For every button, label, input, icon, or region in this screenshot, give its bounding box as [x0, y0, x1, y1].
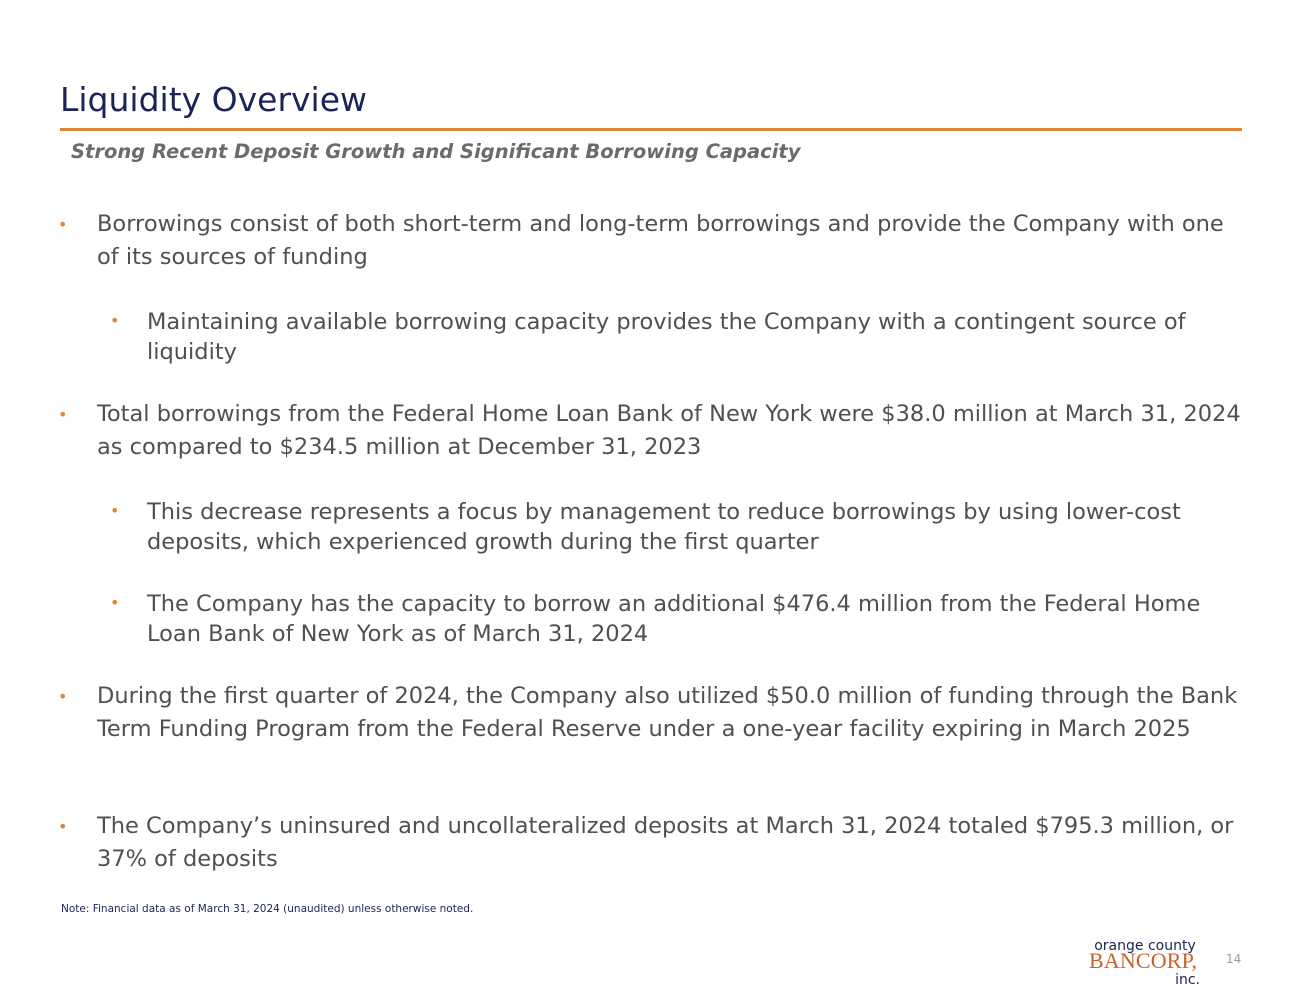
bullet-icon: • — [110, 593, 120, 612]
bullet-item — [58, 680, 1247, 746]
bullet-icon: • — [58, 687, 68, 706]
bullet-text: The Company has the capacity to borrow an additional $476.4 million from the Federal Home Loan Bank of New York as of March 31, 2024 — [147, 591, 1201, 647]
bullet-icon: • — [58, 405, 68, 424]
bullet-icon: • — [110, 311, 120, 330]
bullet-text: Maintaining available borrowing capacity provides the Company with a contingent source of liquidity — [147, 309, 1186, 365]
bullet-text: Total borrowings from the Federal Home Loan Bank of New York were $38.0 million at March 31, 2024 as compared to $234.5 million at December 31, 2023 — [97, 401, 1241, 460]
logo-line3: inc. — [1175, 972, 1200, 986]
bullet-icon: • — [110, 501, 120, 520]
bullet-item — [58, 398, 1247, 464]
bullet-item — [58, 810, 1247, 876]
bullet-text: This decrease represents a focus by management to reduce borrowings by using lower-cost deposits, which experienced growth during the first quarter — [147, 499, 1181, 555]
bullet-text: Borrowings consist of both short-term and long-term borrowings and provide the Company with one of its sources of funding — [97, 211, 1224, 270]
bullet-icon: • — [58, 817, 68, 836]
sub-bullet-item — [110, 589, 1247, 649]
title-divider — [60, 128, 1242, 131]
logo-line2: BANCORP, — [1089, 948, 1197, 973]
sub-bullet-item — [110, 307, 1247, 367]
footnote: Note: Financial data as of March 31, 2024 (unaudited) unless otherwise noted. — [61, 903, 474, 915]
page-subtitle: Strong Recent Deposit Growth and Significant Borrowing Capacity — [71, 140, 801, 163]
logo-line1: orange county — [1094, 938, 1196, 954]
sub-bullet-item — [110, 497, 1247, 557]
page-title: Liquidity Overview — [60, 80, 368, 119]
bullet-text: During the first quarter of 2024, the Company also utilized $50.0 million of funding through the Bank Term Funding Program from the Federal Reserve under a one-year facility expiring in March 2025 — [97, 683, 1238, 742]
bullet-icon: • — [58, 215, 68, 234]
company-logo — [1088, 936, 1203, 986]
bullet-text: The Company’s uninsured and uncollateralized deposits at March 31, 2024 totaled $795.3 million, or 37% of deposits — [97, 813, 1234, 872]
page-number: 14 — [1226, 952, 1242, 966]
bullet-item — [58, 208, 1247, 274]
